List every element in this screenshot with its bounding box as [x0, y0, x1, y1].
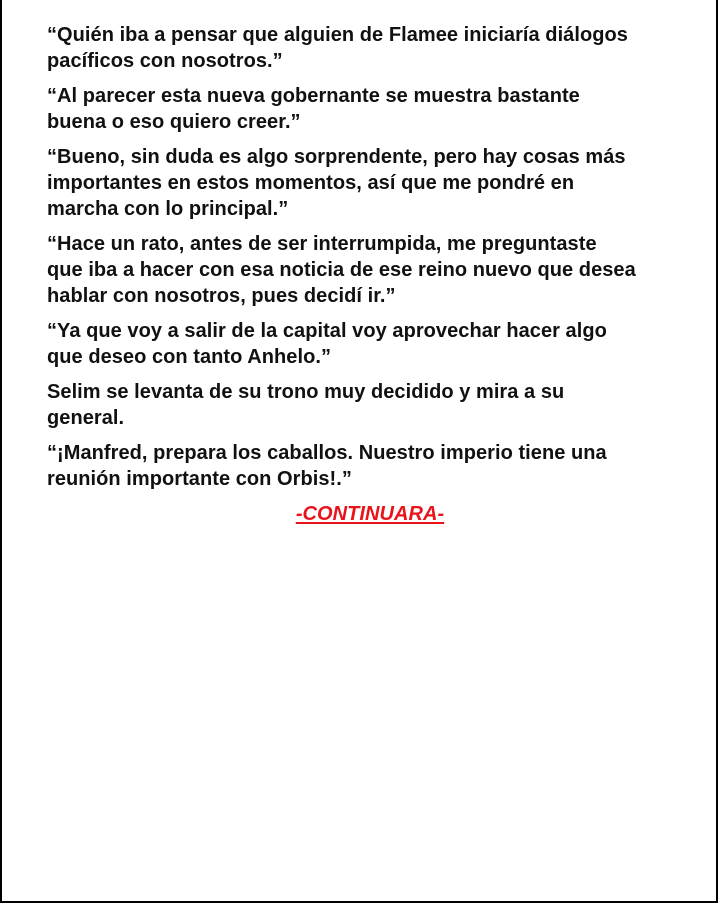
paragraph-2: “Al parecer esta nueva gobernante se muestra bastante buena o eso quiero creer.”	[47, 85, 580, 133]
paragraph-1: “Quién iba a pensar que alguien de Flamee iniciaría diálogos pacíficos con nosotros.”	[47, 24, 628, 72]
continuara-label: -CONTINUARA-	[295, 503, 445, 525]
paragraph-7: “¡Manfred, prepara los caballos. Nuestro imperio tiene una reunión importante con Orbis!.”	[47, 442, 607, 490]
story-text	[47, 22, 687, 527]
paragraph-3: “Bueno, sin duda es algo sorprendente, pero hay cosas más importantes en estos momentos, así que me pondré en marcha con lo principal.”	[47, 146, 626, 220]
paragraph-5: “Ya que voy a salir de la capital voy aprovechar hacer algo que deseo con tanto Anhelo.”	[47, 320, 607, 368]
paragraph-4: “Hace un rato, antes de ser interrumpida, me preguntaste que iba a hacer con esa noticia de ese reino nuevo que desea hablar con nosotros, pues decidí ir.”	[47, 233, 636, 307]
paragraph-6: Selim se levanta de su trono muy decidido y mira a su general.	[47, 381, 565, 429]
